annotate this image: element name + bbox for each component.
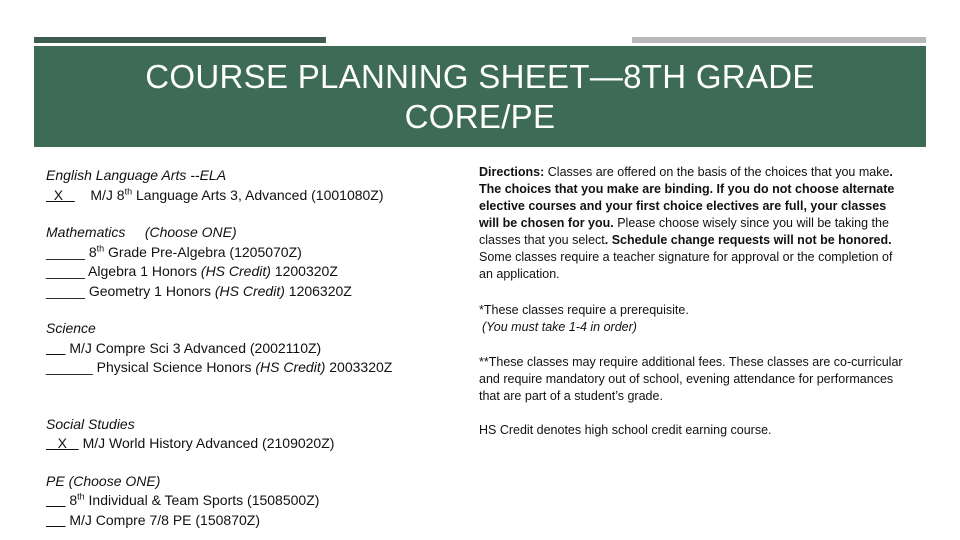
social-studies-blank[interactable]: X [46, 435, 79, 451]
top-accent-bar-dark [34, 37, 326, 43]
ela-heading: English Language Arts --ELA [46, 167, 227, 183]
ela-course-sup: th [124, 185, 133, 196]
math-heading-note: (Choose ONE) [144, 224, 237, 240]
ela-course-row [46, 186, 466, 206]
science-course-row-2: ______ Physical Science Honors (HS Credit) 2003320Z [46, 359, 393, 375]
page-title-line-2: CORE/PE [404, 97, 556, 135]
top-accent-bar-light [632, 37, 926, 43]
ela-course-text-a: M/J 8 [90, 186, 125, 203]
pe-blank-1[interactable] [46, 492, 65, 508]
page-title-line-1: COURSE PLANNING SHEET—8TH GRADE [145, 57, 815, 95]
pe-blank-2[interactable] [46, 512, 65, 528]
pe-course-row-1: 8th Individual & Team Sports (1508500Z) [46, 491, 466, 511]
prereq-sub-note: (You must take 1-4 in order) [482, 320, 637, 334]
page-title [145, 57, 814, 137]
science-blank-1[interactable] [46, 340, 65, 356]
pe-course-row-2: M/J Compre 7/8 PE (150870Z) [46, 511, 466, 531]
math-heading [46, 223, 466, 243]
math-course-row-2: _____ Algebra 1 Honors (HS Credit) 1200320Z [46, 263, 338, 279]
science-heading: Science [46, 320, 96, 336]
directions-label: Directions: [479, 165, 545, 179]
course-list [46, 166, 466, 530]
math-blank-1[interactable]: _____ [46, 243, 85, 260]
math-heading-label: Mathematics [46, 224, 126, 240]
ela-course-text-b: Language Arts 3, Advanced (1001080Z) [132, 186, 384, 203]
math-blank-2[interactable]: _____ [46, 263, 85, 279]
social-studies-course-row: X M/J World History Advanced (2109020Z) [46, 435, 335, 451]
directions-paragraph: Directions: Classes are offered on the basis of the choices that you make. The choices that you make are binding. If you do not choose alternate elective courses and your first choice electives are full, your classes will be chosen for you. Please choose wisely since you will be taking the classes that you select. Schedule change requests will not be honored. Some classes require a teacher signature for approval or the completion of an application. [479, 165, 895, 281]
pe-heading: PE (Choose ONE) [46, 472, 161, 489]
hs-credit-note: HS Credit denotes high school credit earning course. [479, 423, 772, 437]
title-banner [34, 46, 926, 147]
math-blank-3[interactable]: _____ [46, 282, 85, 299]
science-blank-2[interactable]: ______ [46, 359, 93, 375]
math-course-row-3: _____ Geometry 1 Honors (HS Credit) 1206320Z [46, 282, 352, 299]
fees-note: **These classes may require additional fees. These classes are co-curricular and require mandatory out of school, evening attendance for performances that are part of a student’s grade. [479, 355, 903, 403]
science-course-row-1: M/J Compre Sci 3 Advanced (2002110Z) [46, 339, 466, 359]
ela-selection-blank[interactable]: X [46, 186, 75, 203]
math-course-row-1: _____ 8th Grade Pre-Algebra (1205070Z) [46, 242, 302, 260]
notes-column [479, 164, 904, 439]
social-studies-heading: Social Studies [46, 415, 135, 432]
prereq-note: *These classes require a prerequisite. [479, 303, 689, 317]
